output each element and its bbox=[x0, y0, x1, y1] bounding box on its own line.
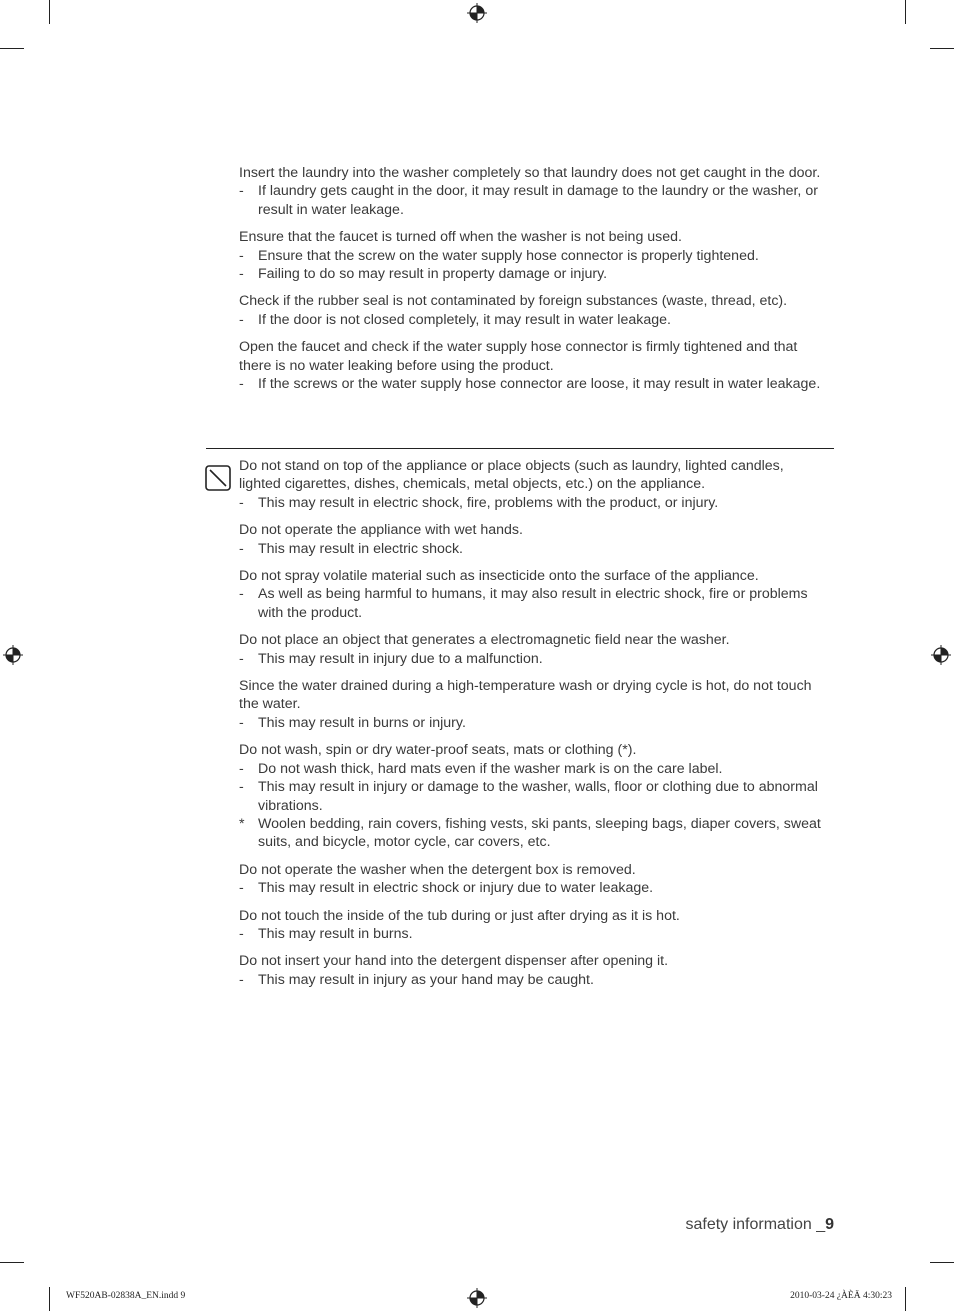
caution-detail bbox=[239, 375, 829, 393]
bullet-mark: - bbox=[239, 247, 244, 264]
caution-lead: Do not wash, spin or dry water-proof seats, mats or clothing (*). bbox=[239, 742, 637, 759]
caution-lead: Do not place an object that generates a electromagnetic field near the washer. bbox=[239, 632, 730, 649]
caution-lead: Do not spray volatile material such as insecticide onto the surface of the appliance. bbox=[239, 568, 759, 585]
detail-text: If laundry gets caught in the door, it may result in damage to the laundry or the washer, or result in water leakage. bbox=[258, 183, 818, 218]
crop-mark-top-right-h bbox=[930, 48, 954, 49]
caution-lead: Since the water drained during a high-temperature wash or drying cycle is hot, do not touch the water. bbox=[239, 678, 812, 713]
registration-mark-icon bbox=[3, 645, 23, 665]
bullet-mark: - bbox=[239, 880, 244, 897]
caution-item bbox=[239, 521, 829, 558]
caution-lead: Ensure that the faucet is turned off when the washer is not being used. bbox=[239, 229, 682, 246]
bullet-mark: - bbox=[239, 650, 244, 667]
bullet-mark: - bbox=[239, 540, 244, 557]
bullet-mark: - bbox=[239, 779, 244, 796]
caution-item bbox=[239, 952, 829, 989]
print-slug-timestamp: 2010-03-24 ¿ÀÈÄ 4:30:23 bbox=[790, 1291, 892, 1301]
page-footer-title bbox=[685, 1216, 834, 1234]
detail-text: This may result in electric shock, fire, problems with the product, or injury. bbox=[258, 494, 719, 511]
crop-mark-top-right-v bbox=[905, 0, 906, 24]
crop-mark-bottom-left-h bbox=[0, 1262, 24, 1263]
crop-mark-top-left-v bbox=[49, 0, 50, 24]
registration-mark-icon bbox=[467, 1288, 487, 1308]
caution-item bbox=[239, 741, 829, 851]
prohibition-icon bbox=[205, 465, 231, 491]
caution-detail bbox=[239, 778, 829, 815]
caution-detail bbox=[239, 311, 829, 329]
caution-detail bbox=[239, 815, 829, 852]
page-number: 9 bbox=[825, 1216, 834, 1233]
crop-mark-bottom-right-h bbox=[930, 1262, 954, 1263]
caution-detail bbox=[239, 925, 829, 943]
detail-text: This may result in burns. bbox=[258, 925, 413, 942]
caution-item bbox=[239, 164, 829, 219]
detail-text: Woolen bedding, rain covers, fishing vests, ski pants, sleeping bags, diaper covers, sweat suits, and bicycle, motor cycle, car covers, etc. bbox=[258, 815, 821, 851]
detail-text: This may result in electric shock. bbox=[258, 540, 463, 557]
caution-detail bbox=[239, 971, 829, 989]
print-slug-filename: WF520AB-02838A_EN.indd 9 bbox=[66, 1291, 186, 1301]
caution-detail bbox=[239, 265, 829, 283]
bullet-mark: * bbox=[239, 815, 245, 832]
bullet-mark: - bbox=[239, 376, 244, 393]
crop-mark-bottom-right-v bbox=[905, 1287, 906, 1311]
caution-lead: Do not insert your hand into the detergent dispenser after opening it. bbox=[239, 953, 669, 970]
caution-lead: Open the faucet and check if the water supply hose connector is firmly tightened and that there is no water leaking before using the product. bbox=[239, 339, 798, 374]
caution-item bbox=[239, 228, 829, 283]
detail-text: This may result in electric shock or injury due to water leakage. bbox=[258, 880, 654, 897]
caution-detail bbox=[239, 760, 829, 778]
detail-text: This may result in injury as your hand may be caught. bbox=[258, 971, 594, 988]
caution-lead: Check if the rubber seal is not contaminated by foreign substances (waste, thread, etc). bbox=[239, 293, 788, 310]
detail-text: Ensure that the screw on the water supply hose connector is properly tightened. bbox=[258, 247, 759, 264]
detail-text: As well as being harmful to humans, it may also result in electric shock, fire or problems with the product. bbox=[258, 586, 808, 621]
caution-item bbox=[239, 907, 829, 944]
bullet-mark: - bbox=[239, 494, 244, 511]
caution-detail bbox=[239, 714, 829, 732]
caution-lead: Insert the laundry into the washer completely so that laundry does not get caught in the door. bbox=[239, 165, 821, 181]
detail-text: This may result in injury or damage to the washer, walls, floor or clothing due to abnormal vibrations. bbox=[258, 779, 818, 814]
caution-detail bbox=[239, 585, 829, 622]
bullet-mark: - bbox=[239, 183, 244, 200]
caution-item bbox=[239, 677, 829, 732]
section-divider bbox=[206, 448, 834, 449]
caution-detail bbox=[239, 182, 829, 219]
caution-detail bbox=[239, 650, 829, 668]
caution-detail bbox=[239, 247, 829, 265]
caution-detail bbox=[239, 540, 829, 558]
bullet-mark: - bbox=[239, 925, 244, 942]
caution-item bbox=[239, 457, 829, 512]
detail-text: This may result in burns or injury. bbox=[258, 714, 466, 731]
section-name: safety information _ bbox=[685, 1216, 826, 1233]
caution-item bbox=[239, 631, 829, 668]
detail-text: Failing to do so may result in property damage or injury. bbox=[258, 266, 608, 283]
bullet-mark: - bbox=[239, 266, 244, 283]
caution-item bbox=[239, 861, 829, 898]
detail-text: Do not wash thick, hard mats even if the washer mark is on the care label. bbox=[258, 760, 723, 777]
detail-text: If the door is not closed completely, it may result in water leakage. bbox=[258, 311, 671, 328]
bullet-mark: - bbox=[239, 971, 244, 988]
crop-mark-bottom-left-v bbox=[49, 1287, 50, 1311]
caution-detail bbox=[239, 494, 829, 512]
registration-mark-icon bbox=[931, 645, 951, 665]
caution-item bbox=[239, 567, 829, 622]
caution-lead: Do not operate the appliance with wet hands. bbox=[239, 522, 523, 539]
caution-item bbox=[239, 338, 829, 393]
detail-text: If the screws or the water supply hose connector are loose, it may result in water leakage. bbox=[258, 376, 821, 393]
bullet-mark: - bbox=[239, 311, 244, 328]
caution-list-prohibited bbox=[239, 457, 829, 998]
caution-lead: Do not stand on top of the appliance or place objects (such as laundry, lighted candles, lighted cigarettes, dishes, chemicals, metal objects, etc.) on the appliance. bbox=[239, 458, 784, 493]
caution-detail bbox=[239, 879, 829, 897]
bullet-mark: - bbox=[239, 714, 244, 731]
caution-lead: Do not touch the inside of the tub during or just after drying as it is hot. bbox=[239, 907, 680, 924]
bullet-mark: - bbox=[239, 586, 244, 603]
crop-mark-top-left-h bbox=[0, 48, 24, 49]
caution-list-general bbox=[239, 164, 829, 402]
detail-text: This may result in injury due to a malfunction. bbox=[258, 650, 543, 667]
bullet-mark: - bbox=[239, 760, 244, 777]
caution-lead: Do not operate the washer when the detergent box is removed. bbox=[239, 861, 636, 878]
caution-item bbox=[239, 292, 829, 329]
registration-mark-icon bbox=[467, 3, 487, 23]
